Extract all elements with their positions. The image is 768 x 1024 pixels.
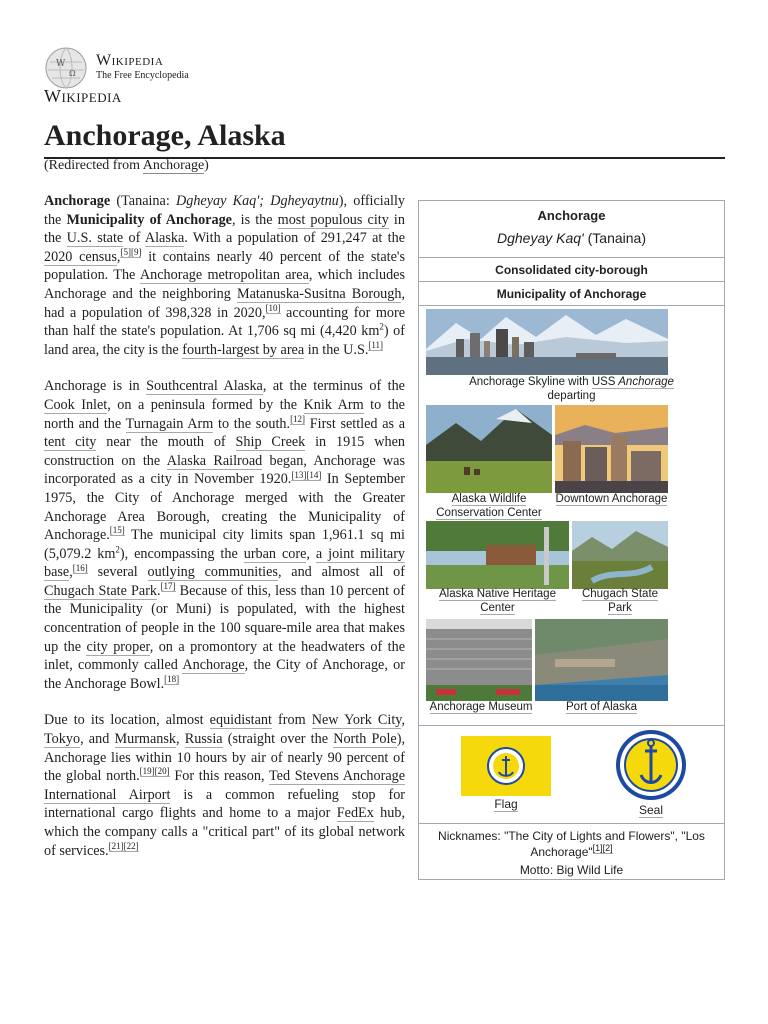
paragraph-3: Due to its location, almost equidistant from New York City, Tokyo, and Murmansk, Russia (straight over the North Pole), Anchorage lies within 10 hours by air of nearly 90 percent of the global north.[19][20] For this reason, Ted Stevens Anchorage International Airport is a common refueling stop for international cargo flights and home to a major FedEx hub, which the company calls a "critical part" of its global network of services.[21][22] — [44, 712, 406, 859]
heritage-center-image[interactable] — [426, 521, 569, 589]
chugach-park-image[interactable] — [572, 521, 668, 589]
link-city-proper[interactable]: city proper — [86, 638, 150, 655]
seal-label: Seal — [638, 803, 664, 817]
link-ted-stevens-airport[interactable]: Ted Stevens Anchorage International Airport — [44, 768, 406, 803]
citation-ref[interactable]: [10] — [265, 302, 281, 313]
paragraph-1: Anchorage (Tanaina: Dgheyay Kaq'; Dgheyaytnu), officially the Municipality of Anchorage, is the most populous city in the U.S. state of Alaska. With a population of 291,247 at the 2020 census,[5][9] it contains nearly 40 percent of the state's population. The Anchorage metropolitan area, which includes Anchorage and the neighboring Matanuska-Susitna Borough, had a population of 398,328 in 2020,[10] accounting for more than half the state's population. At 1,706 sq mi (4,420 $km^2$) of land area, the city is the fourth-largest by area in the U.S.[11] — [44, 193, 406, 358]
wikipedia-wordmark: Wikipedia — [96, 52, 164, 69]
link-joint-military-base[interactable]: a joint military base — [44, 545, 406, 581]
paragraph-2: Anchorage is in Southcentral Alaska, at the terminus of the Cook Inlet, on a peninsula formed by the Knik Arm to the north and the Turnagain Arm to the south.[12] First settled as a tent city near the mouth of Ship Creek in 1915 when construction on the Alaska Railroad began, Anchorage was incorporated as a city in November 1920.[13][14] In September 1975, the City of Anchorage merged with the Greater Anchorage Area Borough, creating the Municipality of Anchorage.[15] The municipal city limits span 1,961.1 sq mi (5,079.2 $km^2$), encompassing the urban core, a joint military base,[16] several outlying communities, and almost all of Chugach State Park.[17] Because of this, less than 10 percent of the Municipality (or Muni) is populated, with the highest concentration of people in the 100 square-mile area that makes up the city proper, on a promontory at the headwaters of the inlet, commonly called Anchorage, the City of Anchorage, or the Anchorage Bowl.[18] — [44, 378, 406, 692]
infobox-motto: Motto: Big Wild Life — [519, 863, 624, 877]
link-2020-census[interactable]: 2020 census — [44, 248, 117, 265]
chugach-caption: Chugach State Park — [581, 588, 659, 614]
infobox-divider — [419, 725, 724, 726]
citation-ref[interactable]: [19][20] — [139, 766, 170, 777]
link-outlying-communities[interactable]: outlying communities — [147, 564, 278, 581]
museum-caption: Anchorage Museum — [429, 701, 533, 713]
citation-ref[interactable]: [1][2] — [592, 843, 613, 853]
infobox — [418, 200, 725, 880]
port-image[interactable] — [535, 619, 668, 701]
link-tokyo[interactable]: Tokyo — [44, 731, 81, 748]
heritage-caption: Alaska Native Heritage Center — [439, 588, 556, 614]
link-equidistant[interactable]: equidistant — [209, 712, 272, 729]
citation-ref[interactable]: [17] — [160, 581, 176, 592]
link-matanuska-susitna[interactable]: Matanuska-Susitna Borough — [236, 285, 402, 302]
infobox-native-name: Dgheyay Kaq' (Tanaina) — [497, 230, 646, 246]
wikipedia-tagline: The Free Encyclopedia — [96, 70, 189, 81]
infobox-nicknames: Nicknames: "The City of Lights and Flowers", "Los Anchorage"[1][2] — [438, 829, 705, 859]
citation-ref[interactable]: [21][22] — [108, 840, 139, 851]
citation-ref[interactable]: [11] — [368, 340, 384, 351]
article-body — [44, 192, 405, 878]
link-anchorage-metro[interactable]: Anchorage metropolitan area — [139, 267, 309, 284]
link-urban-core[interactable]: urban core — [243, 545, 307, 562]
infobox-divider — [419, 305, 724, 306]
wildlife-center-image[interactable] — [426, 405, 552, 493]
citation-ref[interactable]: [12] — [290, 413, 306, 424]
infobox-type: Consolidated city-borough — [419, 257, 724, 282]
link-alaska[interactable]: Alaska — [144, 230, 185, 247]
link-anchorage[interactable]: Anchorage — [182, 657, 245, 674]
citation-ref[interactable]: [18] — [164, 674, 180, 685]
svg-text:Ω: Ω — [69, 69, 76, 78]
museum-image[interactable] — [426, 619, 532, 701]
link-knik-arm[interactable]: Knik Arm — [303, 396, 364, 413]
wikipedia-globe-icon — [44, 46, 88, 90]
page-title: Anchorage, Alaska — [44, 115, 725, 159]
anchorage-skyline-image[interactable] — [426, 309, 668, 375]
redirect-link[interactable]: Anchorage — [142, 158, 205, 173]
svg-text:W: W — [56, 59, 66, 69]
link-murmansk[interactable]: Murmansk — [114, 731, 176, 748]
link-cook-inlet[interactable]: Cook Inlet — [44, 396, 108, 413]
flag-label: Flag — [494, 797, 518, 811]
link-new-york-city[interactable]: New York City — [311, 712, 402, 729]
link-us-state[interactable]: U.S. state — [66, 230, 124, 247]
redirect-notice: (Redirected from Anchorage) — [44, 158, 209, 173]
flag-image[interactable] — [461, 736, 551, 796]
citation-ref[interactable]: [5][9] — [120, 247, 142, 258]
link-ship-creek[interactable]: Ship Creek — [235, 434, 306, 451]
link-turnagain-arm[interactable]: Turnagain Arm — [125, 415, 214, 432]
infobox-title: Anchorage — [537, 208, 606, 223]
link-chugach-state-park[interactable]: Chugach State Park — [44, 582, 158, 599]
citation-ref[interactable]: [13][14] — [291, 469, 322, 480]
citation-ref[interactable]: [15] — [109, 525, 125, 536]
link-fourth-largest[interactable]: fourth-largest by area — [182, 341, 305, 358]
link-southcentral-alaska[interactable]: Southcentral Alaska — [146, 378, 263, 395]
link-tent-city[interactable]: tent city — [44, 434, 97, 451]
downtown-caption: Downtown Anchorage — [555, 493, 668, 505]
wildlife-caption: Alaska Wildlife Conservation Center — [436, 493, 542, 519]
infobox-official-name: Municipality of Anchorage — [419, 281, 724, 306]
seal-image[interactable] — [615, 729, 687, 801]
link-alaska-railroad[interactable]: Alaska Railroad — [166, 452, 263, 469]
link-north-pole[interactable]: North Pole — [333, 731, 397, 748]
infobox-divider — [419, 823, 724, 824]
link-russia[interactable]: Russia — [184, 731, 223, 748]
port-caption: Port of Alaska — [566, 701, 637, 713]
link-fedex[interactable]: FedEx — [336, 805, 374, 822]
downtown-image[interactable] — [555, 405, 668, 493]
site-name: Wikipedia — [44, 86, 122, 106]
skyline-caption: Anchorage Skyline with USS Anchorage departing — [469, 376, 674, 402]
link-uss[interactable]: USS — [591, 376, 616, 388]
link-most-populous-city[interactable]: most populous city — [277, 211, 389, 228]
citation-ref[interactable]: [16] — [72, 562, 88, 573]
